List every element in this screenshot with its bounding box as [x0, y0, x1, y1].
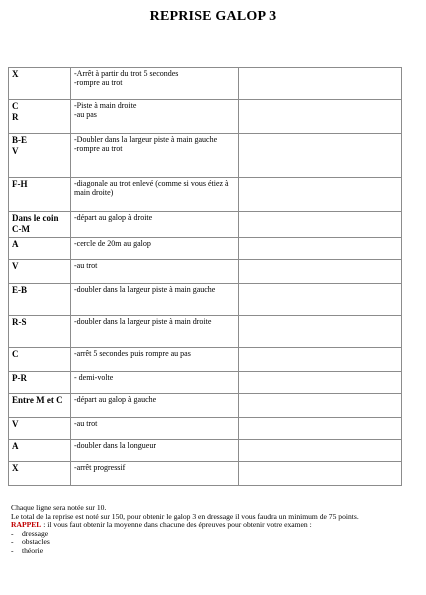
movement-cell: A — [9, 238, 71, 260]
instruction-cell: -au trot — [71, 260, 239, 284]
rappel-text: : il vous faut obtenir la moyenne dans chacune des épreuves pour obtenir votre examen : — [41, 520, 312, 530]
instruction-cell: -au trot — [71, 418, 239, 440]
score-cell — [239, 212, 402, 238]
instruction-cell: -Arrêt à partir du trot 5 secondes -rompre au trot — [71, 68, 239, 100]
instruction-cell: -doubler dans la largeur piste à main droite — [71, 316, 239, 348]
list-dash: - — [11, 545, 14, 555]
score-cell — [239, 394, 402, 418]
table-row — [9, 134, 402, 178]
list-item — [11, 547, 406, 556]
instruction-cell: -arrêt 5 secondes puis rompre au pas — [71, 348, 239, 372]
score-cell — [239, 316, 402, 348]
score-cell — [239, 260, 402, 284]
instruction-cell: -diagonale au trot enlevé (comme si vous étiez à main droite) — [71, 178, 239, 212]
score-cell — [239, 440, 402, 462]
reprise-table — [8, 67, 402, 486]
movement-cell: V — [9, 260, 71, 284]
movement-cell: X — [9, 68, 71, 100]
movement-cell: A — [9, 440, 71, 462]
movement-cell: Dans le coin C-M — [9, 212, 71, 238]
table-row — [9, 348, 402, 372]
table-row — [9, 418, 402, 440]
table-row — [9, 178, 402, 212]
instruction-cell: -départ au galop à droite — [71, 212, 239, 238]
movement-cell: Entre M et C — [9, 394, 71, 418]
movement-cell: F-H — [9, 178, 71, 212]
table-row — [9, 284, 402, 316]
movement-cell: C R — [9, 100, 71, 134]
notes-line-scoring: Chaque ligne sera notée sur 10. — [11, 503, 107, 512]
score-cell — [239, 418, 402, 440]
movement-cell: E-B — [9, 284, 71, 316]
score-cell — [239, 284, 402, 316]
table-row — [9, 372, 402, 394]
table-row — [9, 462, 402, 486]
score-cell — [239, 134, 402, 178]
notes-rappel — [11, 521, 406, 530]
movement-cell: R-S — [9, 316, 71, 348]
movement-cell: C — [9, 348, 71, 372]
table-row — [9, 440, 402, 462]
list-item-label: dressage — [22, 528, 49, 538]
score-cell — [239, 100, 402, 134]
movement-cell: X — [9, 462, 71, 486]
table-row — [9, 316, 402, 348]
table-row — [9, 212, 402, 238]
score-cell — [239, 462, 402, 486]
instruction-cell: -départ au galop à gauche — [71, 394, 239, 418]
instruction-cell: -cercle de 20m au galop — [71, 238, 239, 260]
instruction-cell: -Piste à main droite -au pas — [71, 100, 239, 134]
score-cell — [239, 178, 402, 212]
table-row — [9, 100, 402, 134]
page-title: REPRISE GALOP 3 — [149, 9, 277, 24]
instruction-cell: -Doubler dans la largeur piste à main gauche -rompre au trot — [71, 134, 239, 178]
movement-cell: V — [9, 418, 71, 440]
notes-line-total: Le total de la reprise est noté sur 150, pour obtenir le galop 3 en dressage il vous faudra un minimum de 75 points. — [11, 511, 359, 521]
instruction-cell: -doubler dans la longueur — [71, 440, 239, 462]
list-item — [11, 530, 406, 539]
score-cell — [239, 68, 402, 100]
instruction-cell: - demi-volte — [71, 372, 239, 394]
score-cell — [239, 348, 402, 372]
score-cell — [239, 372, 402, 394]
list-dash: - — [11, 537, 14, 547]
notes-section — [11, 504, 406, 556]
table-row — [9, 260, 402, 284]
list-dash: - — [11, 528, 14, 538]
movement-cell: B-E V — [9, 134, 71, 178]
table-row — [9, 394, 402, 418]
list-item-label: obstacles — [22, 537, 50, 547]
table-row — [9, 238, 402, 260]
list-item-label: théorie — [22, 545, 44, 555]
list-item — [11, 538, 406, 547]
epreuves-list — [11, 530, 406, 556]
score-cell — [239, 238, 402, 260]
instruction-cell: -arrêt progressif — [71, 462, 239, 486]
rappel-label: RAPPEL — [11, 520, 42, 530]
movement-cell: P-R — [9, 372, 71, 394]
instruction-cell: -doubler dans la largeur piste à main gauche — [71, 284, 239, 316]
table-row — [9, 68, 402, 100]
